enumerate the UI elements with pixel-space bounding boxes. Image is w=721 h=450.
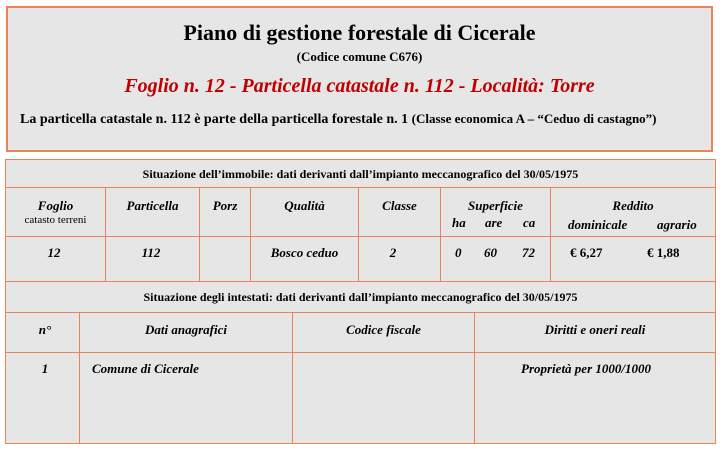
header-qualita bbox=[250, 187, 359, 237]
municipality-code: (Codice comune C676) bbox=[296, 49, 423, 64]
header-classe-label: Classe bbox=[382, 198, 417, 213]
header-qualita-label: Qualità bbox=[284, 198, 325, 213]
owners-caption-cell bbox=[5, 281, 716, 313]
table-row-particella bbox=[105, 236, 200, 282]
header-particella bbox=[105, 187, 200, 237]
value-dominicale: € 6,27 bbox=[570, 245, 603, 260]
header-foglio bbox=[5, 187, 106, 237]
value-classe: 2 bbox=[389, 245, 397, 260]
value-ca: 72 bbox=[522, 245, 535, 260]
header-box bbox=[6, 6, 713, 152]
property-caption-cell bbox=[5, 159, 716, 188]
value-qualita: Bosco ceduo bbox=[270, 245, 339, 260]
parcel-subtitle: Foglio n. 12 - Particella catastale n. 112 - Località: Torre bbox=[124, 75, 595, 97]
property-caption: Situazione dell’immobile: dati derivanti dall’impianto meccanografico del 30/05/1975 bbox=[142, 167, 579, 181]
header-n bbox=[5, 312, 80, 353]
owners-caption: Situazione degli intestati: dati derivanti dall’impianto meccanografico del 30/05/1975 bbox=[143, 290, 578, 304]
table-row-reddito bbox=[550, 236, 716, 282]
header-dati-label: Dati anagrafici bbox=[145, 322, 227, 337]
header-n-label: n° bbox=[38, 322, 52, 337]
table-row-porz bbox=[199, 236, 251, 282]
description-note: (Classe economica A – “Ceduo di castagno”) bbox=[411, 111, 657, 126]
header-dati bbox=[79, 312, 293, 353]
header-superficie bbox=[440, 187, 551, 237]
parcel-description bbox=[20, 109, 689, 130]
table-row-superficie bbox=[440, 236, 551, 282]
table-row-codice bbox=[292, 352, 475, 444]
header-superficie-label: Superficie bbox=[468, 198, 523, 213]
header-reddito bbox=[550, 187, 716, 237]
value-diritti: Proprietà per 1000/1000 bbox=[521, 361, 651, 376]
header-dominicale-label: dominicale bbox=[568, 217, 628, 232]
table-row-dati bbox=[79, 352, 293, 444]
header-agrario-label: agrario bbox=[657, 217, 697, 232]
header-codice-label: Codice fiscale bbox=[346, 322, 421, 337]
value-particella: 112 bbox=[141, 245, 161, 260]
table-row-classe bbox=[358, 236, 441, 282]
table-row-diritti bbox=[474, 352, 716, 444]
table-row-n bbox=[5, 352, 80, 444]
value-dati: Comune di Cicerale bbox=[92, 361, 199, 376]
header-classe bbox=[358, 187, 441, 237]
header-reddito-label: Reddito bbox=[612, 198, 654, 213]
header-porz-label: Porz bbox=[212, 198, 238, 213]
value-foglio: 12 bbox=[47, 245, 61, 260]
description-main: La particella catastale n. 112 è parte della particella forestale n. 1 bbox=[20, 112, 409, 127]
table-row-qualita bbox=[250, 236, 359, 282]
header-codice bbox=[292, 312, 475, 353]
header-ha-label: ha bbox=[452, 215, 466, 230]
header-diritti-label: Diritti e oneri reali bbox=[544, 322, 646, 337]
header-diritti bbox=[474, 312, 716, 353]
table-row-foglio bbox=[5, 236, 106, 282]
value-are: 60 bbox=[484, 245, 497, 260]
document-title: Piano di gestione forestale di Cicerale bbox=[183, 20, 536, 45]
value-agrario: € 1,88 bbox=[647, 245, 680, 260]
header-ca-label: ca bbox=[523, 215, 536, 230]
header-porz bbox=[199, 187, 251, 237]
value-n: 1 bbox=[41, 361, 49, 376]
header-particella-label: Particella bbox=[126, 198, 179, 213]
header-foglio-label: Foglio bbox=[37, 198, 74, 213]
value-ha: 0 bbox=[455, 245, 462, 260]
header-foglio-sub: catasto terreni bbox=[24, 214, 87, 226]
header-are-label: are bbox=[485, 215, 503, 230]
